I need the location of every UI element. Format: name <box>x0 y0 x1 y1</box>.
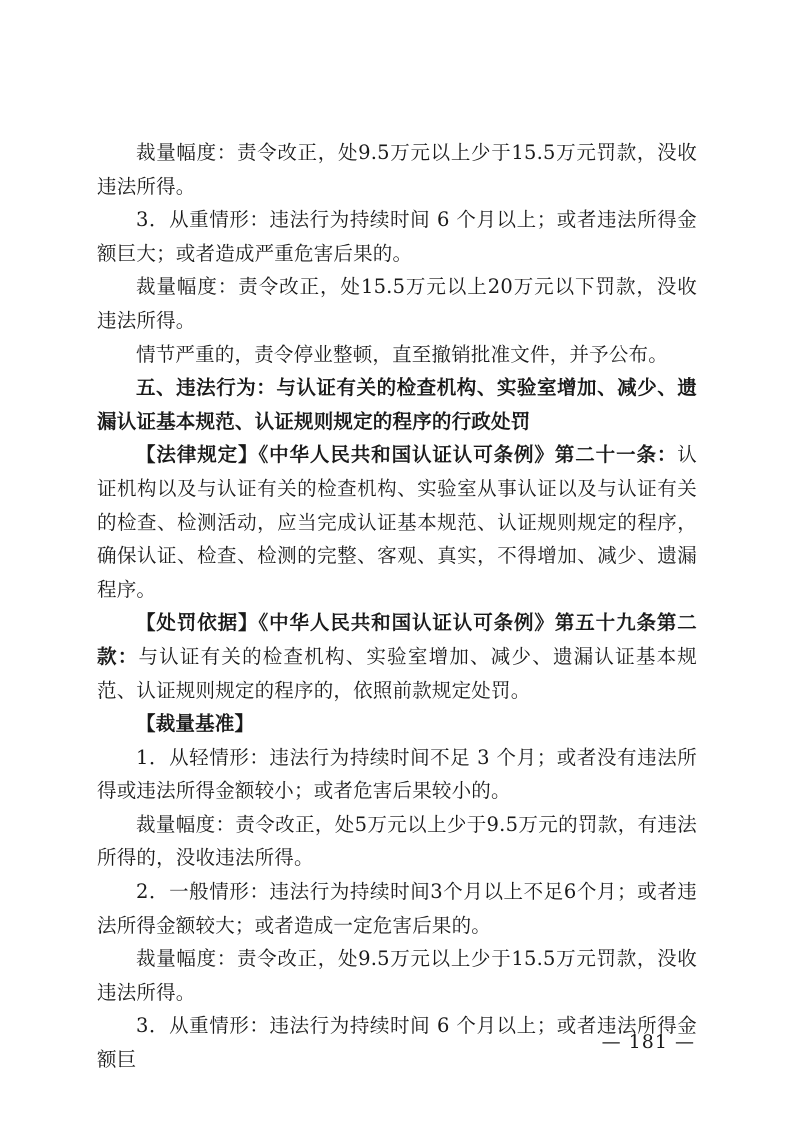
body-text: 认证机构以及与认证有关的检查机构、实验室从事认证以及与认证有关的检查、检测活动，应当完成认证基本规范、认证规则规定的程序，确保认证、检查、检测的完整、客观、真实，不得增加、减少、遗漏程序。 <box>97 443 697 601</box>
body-text: 与认证有关的检查机构、实验室增加、减少、遗漏认证基本规范、认证规则规定的程序的，依照前款规定处罚。 <box>97 644 697 702</box>
paragraph: 2．一般情形：违法行为持续时间3个月以上不足6个月；或者违法所得金额较大；或者造成一定危害后果的。 <box>97 880 697 937</box>
paragraph: 3．从重情形：违法行为持续时间 6 个月以上；或者违法所得金额巨 <box>97 1014 697 1072</box>
paragraph: 裁量幅度：责令改正，处15.5万元以上20万元以下罚款，没收违法所得。 <box>97 275 697 332</box>
paragraph: 裁量幅度：责令改正，处9.5万元以上少于15.5万元罚款，没收违法所得。 <box>97 141 697 198</box>
lead-text: 【法律规定】《中华人民共和国认证认可条例》第二十一条： <box>136 443 678 467</box>
paragraph: 3．从重情形：违法行为持续时间 6 个月以上；或者违法所得金额巨大；或者造成严重危害后果的。 <box>97 208 697 265</box>
paragraph: 情节严重的，责令停业整顿，直至撤销批准文件，并予公布。 <box>136 342 668 366</box>
section-heading: 五、违法行为：与认证有关的检查机构、实验室增加、减少、遗漏认证基本规范、认证规则规定的程序的行政处罚 <box>97 376 697 433</box>
paragraph: 1．从轻情形：违法行为持续时间不足 3 个月；或者没有违法所得或违法所得金额较小；或者危害后果较小的。 <box>97 745 697 803</box>
paragraph-penalty-basis <box>97 606 697 707</box>
paragraph: 裁量幅度：责令改正，处5万元以上少于9.5万元的罚款，有违法所得的，没收违法所得。 <box>97 812 697 870</box>
page-number: — 181 — <box>601 1031 695 1053</box>
subheading: 【裁量基准】 <box>136 712 255 736</box>
lead-text: 【处罚依据】《中华人民共和国认证认可条例》第五十九条第二款： <box>97 611 697 668</box>
paragraph: 裁量幅度：责令改正，处9.5万元以上少于15.5万元罚款，没收违法所得。 <box>97 947 697 1004</box>
document-body <box>97 136 697 1077</box>
paragraph-legal-provision <box>97 438 697 606</box>
